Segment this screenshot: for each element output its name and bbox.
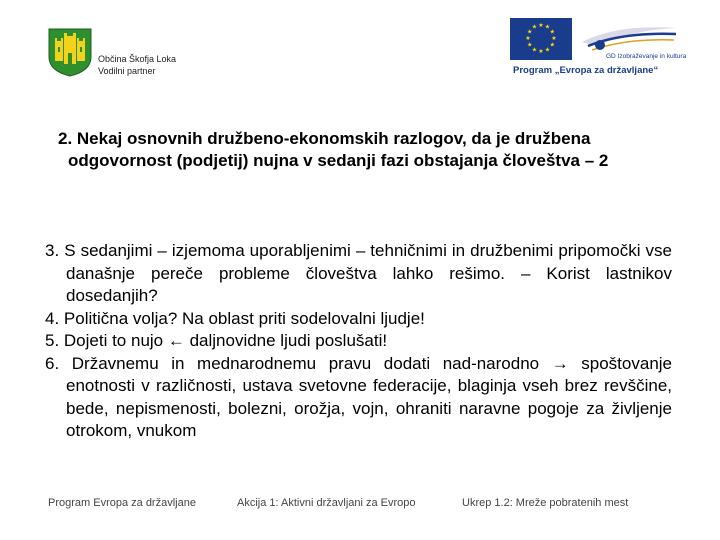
svg-text:★: ★ <box>538 22 544 29</box>
slide-heading: 2. Nekaj osnovnih družbeno-ekonomskih razlogov, da je družbena odgovornost (podjetij) nujna v sedanji fazi obstajanja človeštva – 2 <box>58 129 609 170</box>
footer-action: Akcija 1: Aktivni državljani za Evropo <box>237 497 416 509</box>
svg-text:★: ★ <box>527 41 533 49</box>
svg-text:★: ★ <box>549 41 555 49</box>
svg-text:★: ★ <box>531 46 538 54</box>
eu-flag-icon <box>510 18 572 60</box>
svg-text:★: ★ <box>531 23 538 31</box>
footer-measure: Ukrep 1.2: Mreže pobratenih mest <box>462 497 629 509</box>
svg-text:★: ★ <box>527 28 533 36</box>
directorate-label: GD Izobraževanje in kultura <box>606 53 687 60</box>
lead-partner-label: Vodilni partner <box>98 66 156 76</box>
program-label: Program „Evropa za državljane“ <box>513 65 659 76</box>
list-item: 6. Državnemu in mednarodnemu pravu dodati nad-narodno → spoštovanje enotnosti v različnosti, ustava svetovne federacije, blaginja vseh brez revščine, bede, nepismenosti, bolezni, orožja, vojn, ohraniti naravne pogoje za življenje otrokom, vnukom <box>45 353 672 440</box>
list-item: 3. S sedanjimi – izjemoma uporabljenimi – tehničnimi in družbenimi pripomočki vse današnje pereče probleme človeštva lahko rešimo. – Korist lastnikov dosedanjih? <box>45 241 672 305</box>
reasons-list <box>45 240 672 443</box>
eu-program-logo <box>510 18 687 80</box>
footer-program: Program Evropa za državljane <box>48 497 196 509</box>
svg-text:★: ★ <box>544 46 551 54</box>
svg-text:★: ★ <box>538 48 544 55</box>
list-item: 5. Dojeti to nujo ← daljnovidne ljudi poslušati! <box>45 331 388 350</box>
svg-text:★: ★ <box>525 35 531 42</box>
municipality-name: Občina Škofja Loka <box>98 54 177 64</box>
municipality-crest-icon <box>47 27 93 77</box>
svg-text:★: ★ <box>544 23 551 31</box>
svg-text:★: ★ <box>551 35 557 42</box>
list-item: 4. Politična volja? Na oblast priti sodelovalni ljudje! <box>45 308 425 328</box>
svg-text:★: ★ <box>549 28 555 36</box>
municipality-label <box>98 53 176 77</box>
